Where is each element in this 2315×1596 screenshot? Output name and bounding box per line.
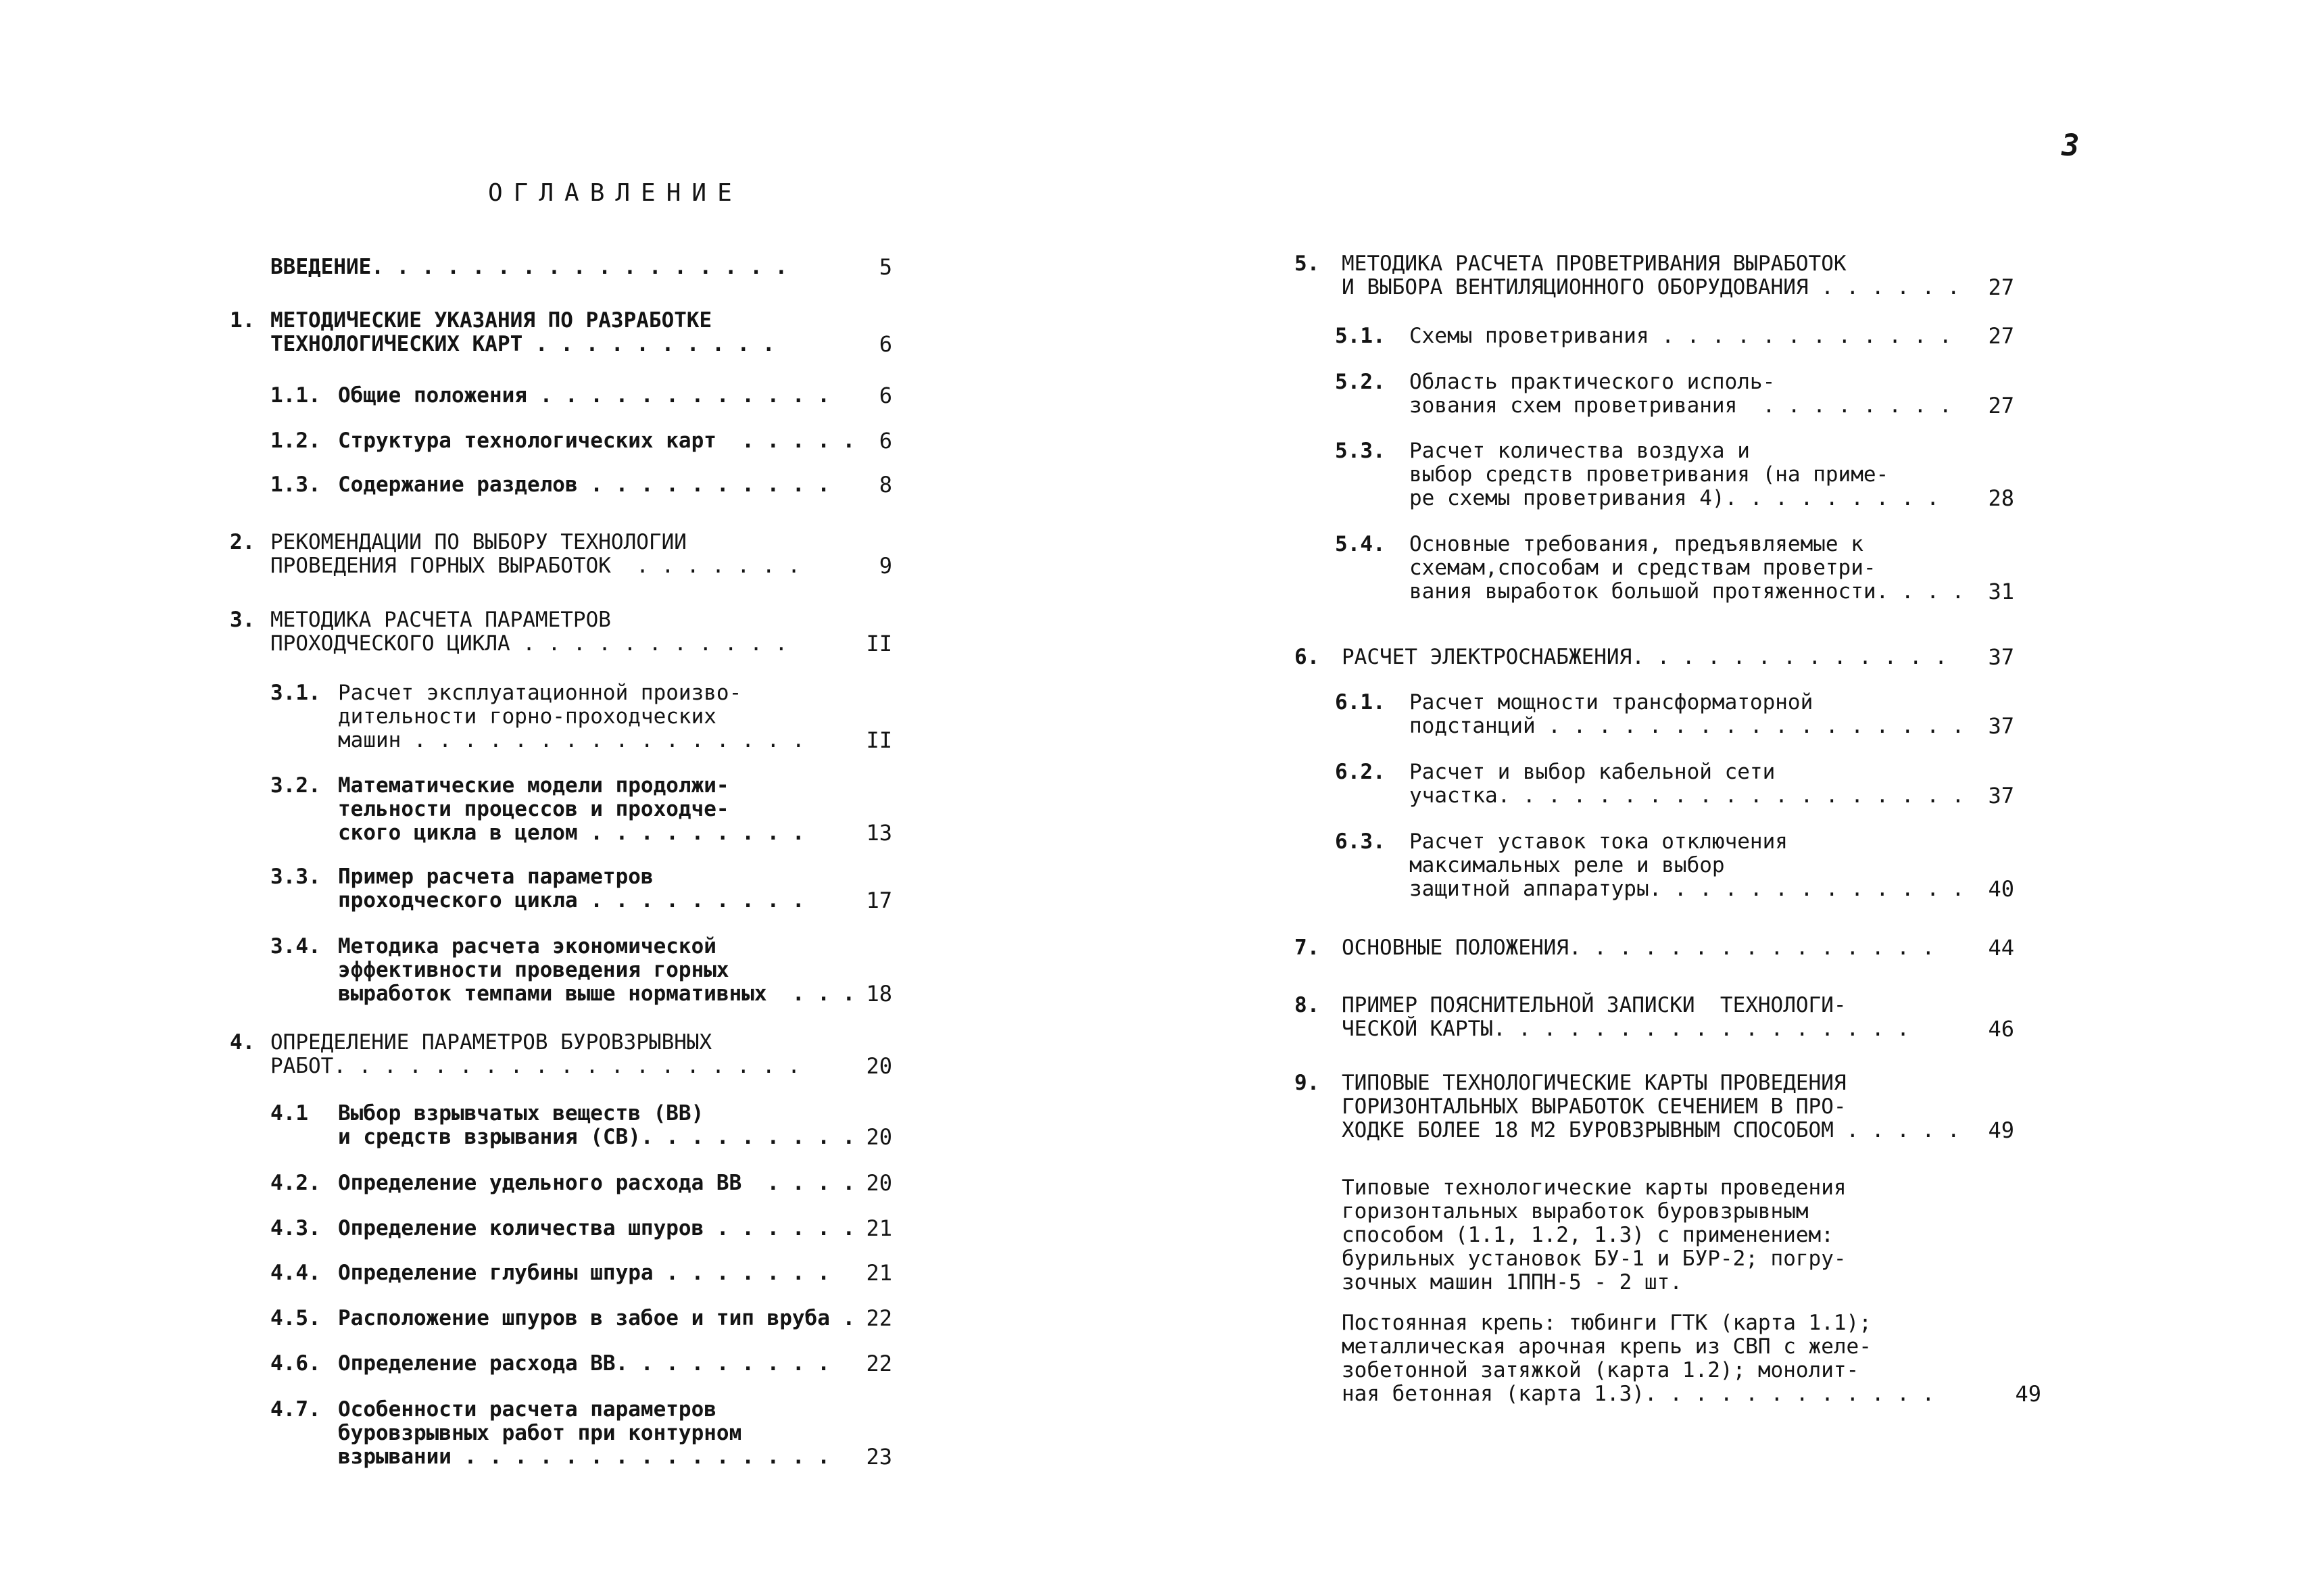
- toc-entry-line: Область практического исполь-: [1409, 370, 1776, 394]
- toc-entry-page: 6: [879, 428, 892, 454]
- toc-entry-line: Выбор взрывчатых веществ (ВВ): [338, 1101, 704, 1126]
- toc-entry-number: 3.: [230, 608, 255, 632]
- toc-entry-line: Расчет и выбор кабельной сети: [1409, 760, 1776, 784]
- toc-entry-page: 37: [1988, 783, 2014, 808]
- toc-entry-page: 23: [866, 1444, 892, 1470]
- toc-entry-page: 17: [866, 888, 892, 913]
- toc-entry-title: [338, 1171, 855, 1195]
- toc-entry-line: бурильных установок БУ-1 и БУР-2; погру-: [1342, 1247, 1847, 1271]
- toc-entry-line: МЕТОДИКА РАСЧЕТА ПАРАМЕТРОВ: [270, 608, 611, 632]
- toc-entry-number: 3.1.: [270, 681, 321, 705]
- toc-entry-page: 46: [1988, 1016, 2014, 1042]
- toc-entry-line: Основные требования, предъявляемые к: [1409, 532, 1863, 556]
- toc-entry-line: РАСЧЕТ ЭЛЕКТРОСНАБЖЕНИЯ. . . . . . . . . . . . .: [1342, 645, 1947, 669]
- toc-entry-number: 1.3.: [270, 473, 321, 497]
- toc-entry-page: 40: [1988, 876, 2014, 902]
- toc-entry-page: 21: [866, 1260, 892, 1286]
- toc-entry-line: И ВЫБОРА ВЕНТИЛЯЦИОННОГО ОБОРУДОВАНИЯ . . . . . .: [1342, 275, 1960, 299]
- toc-entry-number: 6.2.: [1335, 760, 1386, 784]
- toc-entry-page: 8: [879, 472, 892, 498]
- toc-entry-line: Математические модели продолжи-: [338, 773, 729, 798]
- toc-entry-number: 5.: [1294, 251, 1320, 276]
- toc-entry-line: ского цикла в целом . . . . . . . . .: [338, 821, 805, 845]
- toc-entry-page: 22: [866, 1305, 892, 1331]
- toc-entry-line: Структура технологических карт . . . . .: [338, 429, 856, 453]
- toc-entry-line: Пример расчета параметров: [338, 865, 654, 889]
- toc-entry-line: зобетонной затяжкой (карта 1.2); монолит-: [1342, 1358, 1859, 1382]
- toc-entry-line: ПРОХОДЧЕСКОГО ЦИКЛА . . . . . . . . . . .: [270, 631, 788, 656]
- toc-entry-line: Расположение шпуров в забое и тип вруба .: [338, 1306, 856, 1330]
- toc-entry-title: [338, 935, 855, 1006]
- toc-entry-line: горизонтальных выработок буровзрывным: [1342, 1199, 1809, 1224]
- toc-entry-title: [1342, 252, 1960, 299]
- toc-entry-title: [338, 429, 855, 453]
- toc-entry-line: РАБОТ. . . . . . . . . . . . . . . . . . .: [270, 1054, 800, 1078]
- toc-entry-line: Определение расхода ВВ. . . . . . . . .: [338, 1351, 830, 1376]
- toc-entry-line: ре схемы проветривания 4). . . . . . . . .: [1409, 486, 1939, 510]
- toc-entry-page: 44: [1988, 935, 2014, 961]
- toc-entry-line: Особенности расчета параметров: [338, 1397, 716, 1422]
- toc-entry-title: [1409, 370, 1952, 418]
- toc-entry-line: способом (1.1, 1.2, 1.3) с применением:: [1342, 1223, 1834, 1247]
- toc-entry-page: II: [866, 631, 892, 656]
- toc-entry-line: зочных машин 1ППН-5 - 2 шт.: [1342, 1270, 1682, 1295]
- toc-entry-title: [338, 1217, 855, 1240]
- toc-entry-page: 37: [1988, 644, 2014, 670]
- toc-entry-title: [1409, 324, 1952, 348]
- toc-entry-line: ТИПОВЫЕ ТЕХНОЛОГИЧЕСКИЕ КАРТЫ ПРОВЕДЕНИЯ: [1342, 1071, 1847, 1095]
- toc-entry-line: ОСНОВНЫЕ ПОЛОЖЕНИЯ. . . . . . . . . . . . . . .: [1342, 936, 1935, 960]
- toc-entry-number: 4.6.: [270, 1351, 321, 1376]
- toc-entry-line: Расчет мощности трансформаторной: [1409, 690, 1813, 715]
- toc-entry-page: 49: [1988, 1117, 2014, 1143]
- toc-entry-title: [1409, 439, 1939, 510]
- toc-entry-number: 5.2.: [1335, 370, 1386, 394]
- toc-entry-line: вания выработок большой протяженности. . . .: [1409, 579, 1965, 604]
- toc-entry-line: дительности горно-проходческих: [338, 704, 716, 729]
- toc-entry-line: РЕКОМЕНДАЦИИ ПО ВЫБОРУ ТЕХНОЛОГИИ: [270, 530, 687, 554]
- toc-entry-title: [338, 865, 805, 913]
- toc-entry-line: ПРОВЕДЕНИЯ ГОРНЫХ ВЫРАБОТОК . . . . . . .: [270, 554, 800, 578]
- toc-entry-line: МЕТОДИЧЕСКИЕ УКАЗАНИЯ ПО РАЗРАБОТКЕ: [270, 308, 712, 333]
- toc-entry-title: [338, 1102, 855, 1149]
- toc-entry-title: [338, 384, 830, 408]
- toc-entry-line: Общие положения . . . . . . . . . . . .: [338, 383, 830, 408]
- toc-entry-page: 18: [866, 981, 892, 1007]
- toc-entry-number: 8.: [1294, 993, 1320, 1017]
- toc-entry-line: Расчет уставок тока отключения: [1409, 829, 1788, 854]
- toc-entry-line: Расчет количества воздуха и: [1409, 439, 1750, 463]
- toc-entry-line: максимальных реле и выбор: [1409, 853, 1725, 877]
- toc-entry-title: [270, 531, 800, 578]
- toc-entry-title: [270, 1031, 800, 1078]
- toc-entry-title: [1342, 936, 1934, 960]
- toc-entry-line: ВВЕДЕНИЕ. . . . . . . . . . . . . . . . .: [270, 255, 788, 279]
- toc-entry-page: 21: [866, 1215, 892, 1241]
- toc-entry-title: [1342, 1311, 1934, 1406]
- toc-entry-title: [1342, 646, 1947, 669]
- toc-entry-title: [338, 681, 805, 752]
- toc-entry-line: Определение глубины шпура . . . . . . .: [338, 1261, 830, 1285]
- toc-entry-line: ная бетонная (карта 1.3). . . . . . . . . . . .: [1342, 1382, 1935, 1406]
- toc-entry-line: ЧЕСКОЙ КАРТЫ. . . . . . . . . . . . . . . . .: [1342, 1017, 1909, 1041]
- toc-entry-number: 1.1.: [270, 383, 321, 408]
- toc-entry-number: 4.1: [270, 1101, 308, 1126]
- toc-entry-number: 6.1.: [1335, 690, 1386, 715]
- toc-entry-line: Схемы проветривания . . . . . . . . . . . .: [1409, 324, 1952, 348]
- toc-entry-line: зования схем проветривания . . . . . . . .: [1409, 393, 1952, 418]
- toc-entry-page: 6: [879, 331, 892, 357]
- toc-entry-number: 9.: [1294, 1071, 1320, 1095]
- toc-entry-page: 28: [1988, 485, 2014, 511]
- toc-entry-page: 20: [866, 1124, 892, 1150]
- toc-entry-line: ГОРИЗОНТАЛЬНЫХ ВЫРАБОТОК СЕЧЕНИЕМ В ПРО-: [1342, 1094, 1847, 1119]
- toc-entry-number: 5.3.: [1335, 439, 1386, 463]
- toc-entry-line: машин . . . . . . . . . . . . . . . .: [338, 728, 805, 752]
- toc-entry-title: [1409, 691, 1964, 738]
- toc-entry-page: 9: [879, 553, 892, 579]
- toc-entry-line: ОПРЕДЕЛЕНИЕ ПАРАМЕТРОВ БУРОВЗРЫВНЫХ: [270, 1030, 712, 1055]
- toc-entry-page: 31: [1988, 579, 2014, 604]
- toc-entry-number: 5.4.: [1335, 532, 1386, 556]
- toc-entry-title: [1342, 1176, 1847, 1295]
- toc-entry-title: [338, 1398, 830, 1469]
- toc-entry-line: выбор средств проветривания (на приме-: [1409, 462, 1889, 487]
- toc-entry-title: [1409, 533, 1964, 604]
- toc-entry-line: Расчет эксплуатационной произво-: [338, 681, 742, 705]
- toc-entry-page: 49: [2015, 1381, 2041, 1407]
- toc-entry-number: 3.4.: [270, 934, 321, 959]
- toc-entry-line: схемам,способам и средствам проветри-: [1409, 556, 1876, 580]
- toc-entry-number: 2.: [230, 530, 255, 554]
- toc-entry-number: 6.3.: [1335, 829, 1386, 854]
- toc-entry-page: 13: [866, 820, 892, 846]
- toc-entry-line: ПРИМЕР ПОЯСНИТЕЛЬНОЙ ЗАПИСКИ ТЕХНОЛОГИ-: [1342, 993, 1847, 1017]
- toc-entry-number: 6.: [1294, 645, 1320, 669]
- toc-entry-title: [338, 774, 805, 845]
- toc-entry-title: [270, 309, 775, 356]
- toc-entry-line: Типовые технологические карты проведения: [1342, 1176, 1847, 1200]
- toc-entry-page: 27: [1988, 323, 2014, 349]
- toc-entry-number: 5.1.: [1335, 324, 1386, 348]
- toc-entry-number: 1.: [230, 308, 255, 333]
- toc-entry-line: взрывании . . . . . . . . . . . . . . .: [338, 1445, 830, 1469]
- toc-entry-line: защитной аппаратуры. . . . . . . . . . . . .: [1409, 877, 1965, 901]
- toc-entry-line: Методика расчета экономической: [338, 934, 716, 959]
- toc-entry-number: 3.2.: [270, 773, 321, 798]
- toc-entry-line: выработок темпами выше нормативных . . .: [338, 982, 856, 1006]
- page-number: 3: [2062, 128, 2080, 163]
- toc-entry-line: проходческого цикла . . . . . . . . .: [338, 888, 805, 913]
- toc-entry-title: [338, 1261, 830, 1285]
- toc-entry-line: Содержание разделов . . . . . . . . . .: [338, 473, 830, 497]
- toc-entry-line: эффективности проведения горных: [338, 958, 729, 982]
- toc-entry-title: [1409, 830, 1964, 901]
- toc-entry-number: 4.3.: [270, 1216, 321, 1240]
- toc-entry-line: Определение удельного расхода ВВ . . . .: [338, 1171, 856, 1195]
- toc-entry-title: [338, 473, 830, 497]
- toc-entry-title: [270, 256, 787, 279]
- toc-entry-page: 5: [879, 254, 892, 280]
- toc-entry-line: тельности процессов и проходче-: [338, 797, 729, 821]
- toc-entry-line: подстанций . . . . . . . . . . . . . . . . .: [1409, 714, 1965, 738]
- toc-entry-number: 3.3.: [270, 865, 321, 889]
- toc-entry-page: II: [866, 727, 892, 753]
- toc-entry-line: буровзрывных работ при контурном: [338, 1421, 742, 1445]
- toc-entry-title: [270, 608, 787, 656]
- toc-entry-page: 37: [1988, 713, 2014, 739]
- toc-entry-number: 4.7.: [270, 1397, 321, 1422]
- toc-entry-number: 4.: [230, 1030, 255, 1055]
- toc-entry-page: 6: [879, 383, 892, 408]
- toc-entry-page: 27: [1988, 393, 2014, 418]
- toc-entry-number: 4.2.: [270, 1171, 321, 1195]
- toc-entry-page: 27: [1988, 274, 2014, 300]
- toc-entry-number: 7.: [1294, 936, 1320, 960]
- toc-entry-line: ТЕХНОЛОГИЧЕСКИХ КАРТ . . . . . . . . . .: [270, 332, 775, 356]
- toc-entry-page: 20: [866, 1053, 892, 1079]
- toc-entry-page: 22: [866, 1351, 892, 1376]
- toc-entry-title: [1342, 994, 1909, 1041]
- toc-entry-line: участка. . . . . . . . . . . . . . . . . . .: [1409, 783, 1965, 808]
- toc-entry-line: ХОДКЕ БОЛЕЕ 18 М2 БУРОВЗРЫВНЫМ СПОСОБОМ . . . . .: [1342, 1118, 1960, 1142]
- toc-entry-line: Постоянная крепь: тюбинги ГТК (карта 1.1);: [1342, 1311, 1872, 1335]
- toc-entry-number: 1.2.: [270, 429, 321, 453]
- toc-entry-title: [1342, 1071, 1960, 1142]
- toc-entry-page: 20: [866, 1170, 892, 1196]
- toc-entry-line: МЕТОДИКА РАСЧЕТА ПРОВЕТРИВАНИЯ ВЫРАБОТОК: [1342, 251, 1847, 276]
- toc-entry-title: [338, 1307, 855, 1330]
- toc-entry-title: [1409, 760, 1964, 808]
- toc-entry-number: 4.4.: [270, 1261, 321, 1285]
- toc-entry-line: и средств взрывания (СВ). . . . . . . . .: [338, 1125, 856, 1149]
- toc-entry-title: [338, 1352, 830, 1376]
- toc-title: ОГЛАВЛЕНИЕ: [488, 179, 743, 207]
- toc-entry-line: Определение количества шпуров . . . . . .: [338, 1216, 856, 1240]
- toc-entry-number: 4.5.: [270, 1306, 321, 1330]
- toc-entry-line: металлическая арочная крепь из СВП с желе-: [1342, 1334, 1872, 1359]
